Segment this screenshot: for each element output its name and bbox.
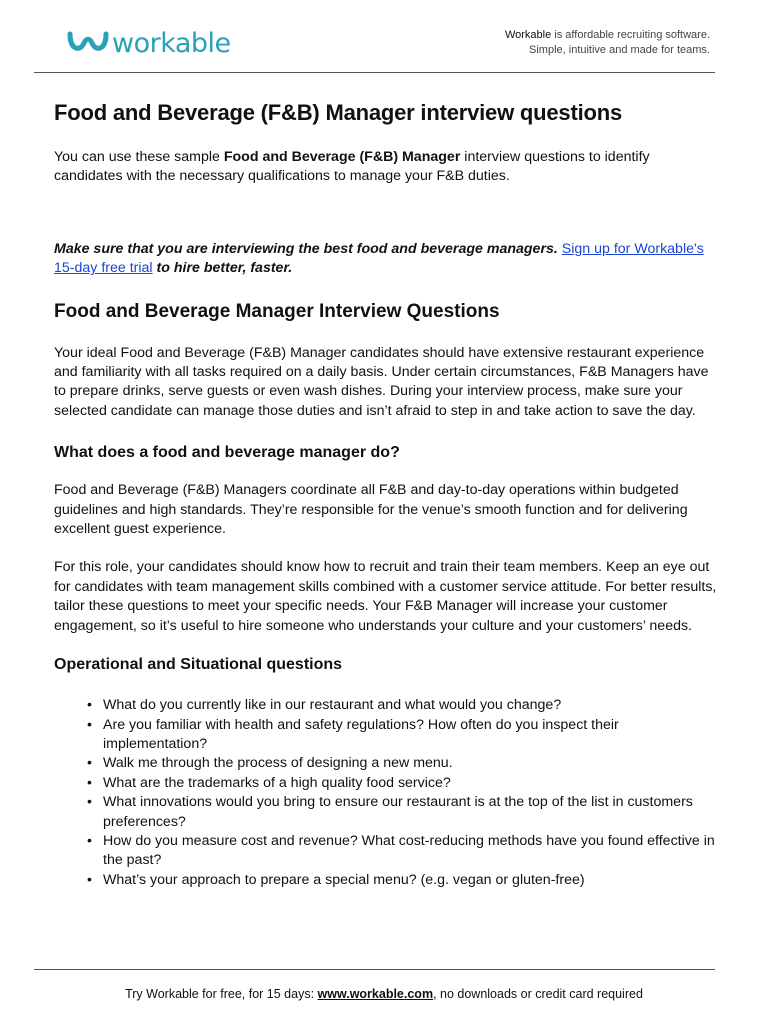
paragraph-role-duties: Food and Beverage (F&B) Managers coordinate all F&B and day-to-day operations within budgeted guidelines and high standards. They’re responsible for the venue’s smooth function and for delivering excellent guest experience. <box>54 482 688 538</box>
question-text: What’s your approach to prepare a special menu? (e.g. vegan or gluten-free) <box>103 871 585 888</box>
section-heading: Food and Beverage Manager Interview Questions <box>54 300 500 322</box>
header-divider <box>34 72 715 73</box>
page-footer <box>0 987 768 1001</box>
list-item <box>87 871 718 890</box>
workable-website-link[interactable]: www.workable.com <box>317 987 434 1001</box>
list-item <box>87 793 718 832</box>
paragraph-recruiting-advice: For this role, your candidates should know how to recruit and train their team members. Keep an eye out for candidates with team management skills combined with a customer service attitude. For better results, tailor these questions to meet your specific needs. Your F&B Manager will increase your customer engagement, so it’s useful to hire someone who understands your culture and your customers’ needs. <box>54 559 717 634</box>
page-title: Food and Beverage (F&B) Manager interview questions <box>54 100 623 125</box>
footer-text-after: , no downloads or credit card required <box>433 987 643 1001</box>
list-item <box>87 774 718 793</box>
list-item <box>87 716 718 755</box>
question-text: What do you currently like in our restaurant and what would you change? <box>103 697 562 714</box>
cta-bold-italic: Make sure that you are interviewing the best food and beverage managers. <box>54 240 558 257</box>
subheading-operational-questions: Operational and Situational questions <box>54 656 343 674</box>
bullet-icon: • <box>87 871 92 888</box>
document-body <box>54 98 718 890</box>
question-text: What innovations would you bring to ensure our restaurant is at the top of the list in customers preferences? <box>103 794 693 830</box>
tagline-brand: Workable <box>504 29 552 41</box>
paragraph-ideal-candidate: Your ideal Food and Beverage (F&B) Manager candidates should have extensive restaurant experience and familiarity with all tasks required on a daily basis. Under certain circumstances, F&B Managers have to prepare drinks, serve guests or even wash dishes. During your interview process, make sure your selected candidate can manage those duties and isn’t afraid to step in and take action to save the day. <box>54 344 709 419</box>
intro-paragraph <box>54 148 718 187</box>
bullet-icon: • <box>87 832 92 849</box>
cta-paragraph <box>54 240 718 279</box>
question-text: What are the trademarks of a high quality food service? <box>103 774 451 791</box>
bullet-icon: • <box>87 755 92 772</box>
workable-logo[interactable] <box>66 26 231 60</box>
tagline-line-1 <box>505 28 710 43</box>
tagline-line-1-rest: is affordable recruiting software. <box>551 29 710 41</box>
workable-logo-icon <box>66 26 110 60</box>
page-header <box>0 0 768 73</box>
questions-list <box>54 696 718 890</box>
bullet-icon: • <box>87 716 92 733</box>
bullet-icon: • <box>87 794 92 811</box>
intro-bold-role: Food and Beverage (F&B) Manager <box>223 149 461 165</box>
bullet-icon: • <box>87 697 92 714</box>
cta-bold-italic-after: to hire better, faster. <box>152 260 293 277</box>
list-item <box>87 832 718 871</box>
list-item <box>87 696 718 715</box>
subheading-role-description: What does a food and beverage manager do? <box>54 444 400 462</box>
intro-text-after: interview questions to identify candidates with the necessary qualifications to manage your F&B duties. <box>54 149 650 185</box>
tagline-line-2: Simple, intuitive and made for teams. <box>529 44 710 56</box>
header-tagline <box>505 28 710 58</box>
question-text: Walk me through the process of designing a new menu. <box>103 755 453 772</box>
footer-divider <box>34 969 715 970</box>
question-text: How do you measure cost and revenue? What cost-reducing methods have you found effective in the past? <box>103 832 715 869</box>
intro-text-before: You can use these sample <box>54 149 224 165</box>
question-text: Are you familiar with health and safety regulations? How often do you inspect their implementation? <box>103 716 619 752</box>
bullet-icon: • <box>87 774 92 791</box>
logo-wordmark: workable <box>112 27 231 59</box>
footer-text-before: Try Workable for free, for 15 days: <box>125 987 318 1001</box>
free-trial-link[interactable]: Sign up for Workable's 15-day free trial <box>54 240 704 277</box>
list-item <box>87 754 718 773</box>
